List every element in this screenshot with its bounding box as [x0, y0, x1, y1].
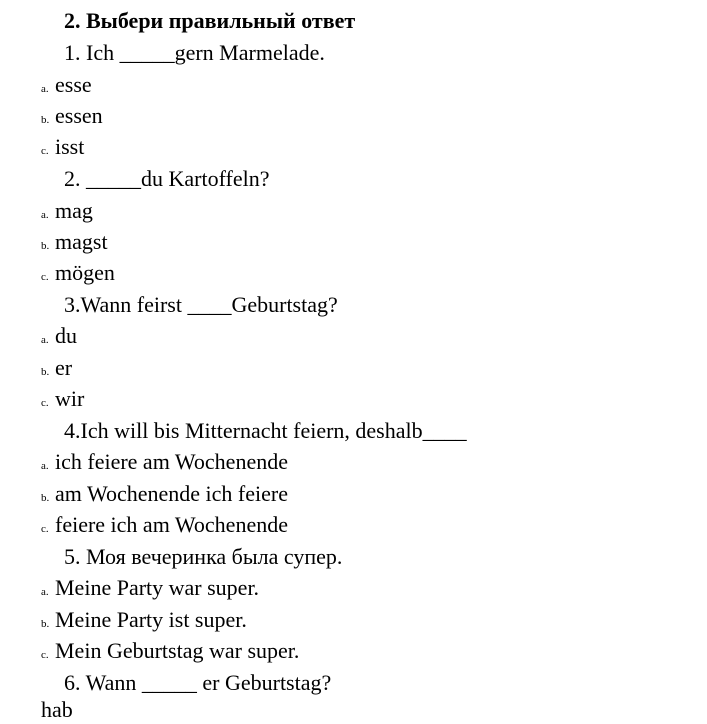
- option-text: am Wochenende ich feiere: [55, 481, 288, 506]
- option-text: Mein Geburtstag war super.: [55, 638, 300, 663]
- option-letter: c.: [41, 523, 49, 535]
- question-5-option-c: [41, 637, 299, 669]
- option-text: er: [55, 355, 73, 380]
- question-5-option-b: [41, 606, 247, 638]
- question-1-option-a: [41, 71, 92, 103]
- question-3: 3.Wann feirst ____Geburtstag?: [64, 292, 338, 317]
- question-2-option-b: [41, 228, 108, 260]
- option-text: esse: [55, 72, 92, 97]
- question-4: 4.Ich will bis Mitternacht feiern, deshalb____: [64, 418, 467, 443]
- question-4-option-b: [41, 480, 288, 512]
- option-letter: c.: [41, 649, 49, 661]
- question-2-option-a: [41, 197, 93, 229]
- question-3-option-b: [41, 354, 72, 386]
- option-letter: b.: [41, 492, 50, 504]
- question-1-option-c: [41, 133, 84, 165]
- option-letter: b.: [41, 366, 50, 378]
- question-5-option-a: [41, 574, 259, 606]
- option-text: essen: [55, 103, 103, 128]
- cut-off-line: hab: [41, 697, 73, 722]
- option-letter: b.: [41, 240, 50, 252]
- option-letter: a.: [41, 460, 49, 472]
- option-text: ich feiere am Wochenende: [55, 449, 288, 474]
- option-letter: b.: [41, 114, 50, 126]
- question-2-option-c: [41, 259, 115, 291]
- option-letter: c.: [41, 145, 49, 157]
- option-text: isst: [55, 134, 85, 159]
- question-6: 6. Wann _____ er Geburtstag?: [64, 670, 332, 695]
- option-text: Meine Party ist super.: [55, 607, 247, 632]
- question-1: 1. Ich _____gern Marmelade.: [64, 40, 325, 65]
- question-4-option-a: [41, 448, 288, 480]
- option-letter: c.: [41, 397, 49, 409]
- option-letter: a.: [41, 209, 49, 221]
- question-3-option-a: [41, 322, 77, 354]
- question-1-option-b: [41, 102, 103, 134]
- option-text: feiere ich am Wochenende: [55, 512, 288, 537]
- option-text: mögen: [55, 260, 115, 285]
- option-letter: a.: [41, 83, 49, 95]
- option-text: du: [55, 323, 77, 348]
- question-3-option-c: [41, 385, 84, 417]
- option-letter: c.: [41, 271, 49, 283]
- option-text: magst: [55, 229, 108, 254]
- option-letter: a.: [41, 334, 49, 346]
- question-5: 5. Моя вечеринка была супер.: [64, 544, 343, 569]
- option-letter: b.: [41, 618, 50, 630]
- option-text: wir: [55, 386, 85, 411]
- section-title: 2. Выбери правильный ответ: [64, 8, 356, 33]
- option-text: Meine Party war super.: [55, 575, 260, 600]
- option-letter: a.: [41, 586, 49, 598]
- question-2: 2. _____du Kartoffeln?: [64, 166, 270, 191]
- question-4-option-c: [41, 511, 288, 543]
- option-text: mag: [55, 198, 93, 223]
